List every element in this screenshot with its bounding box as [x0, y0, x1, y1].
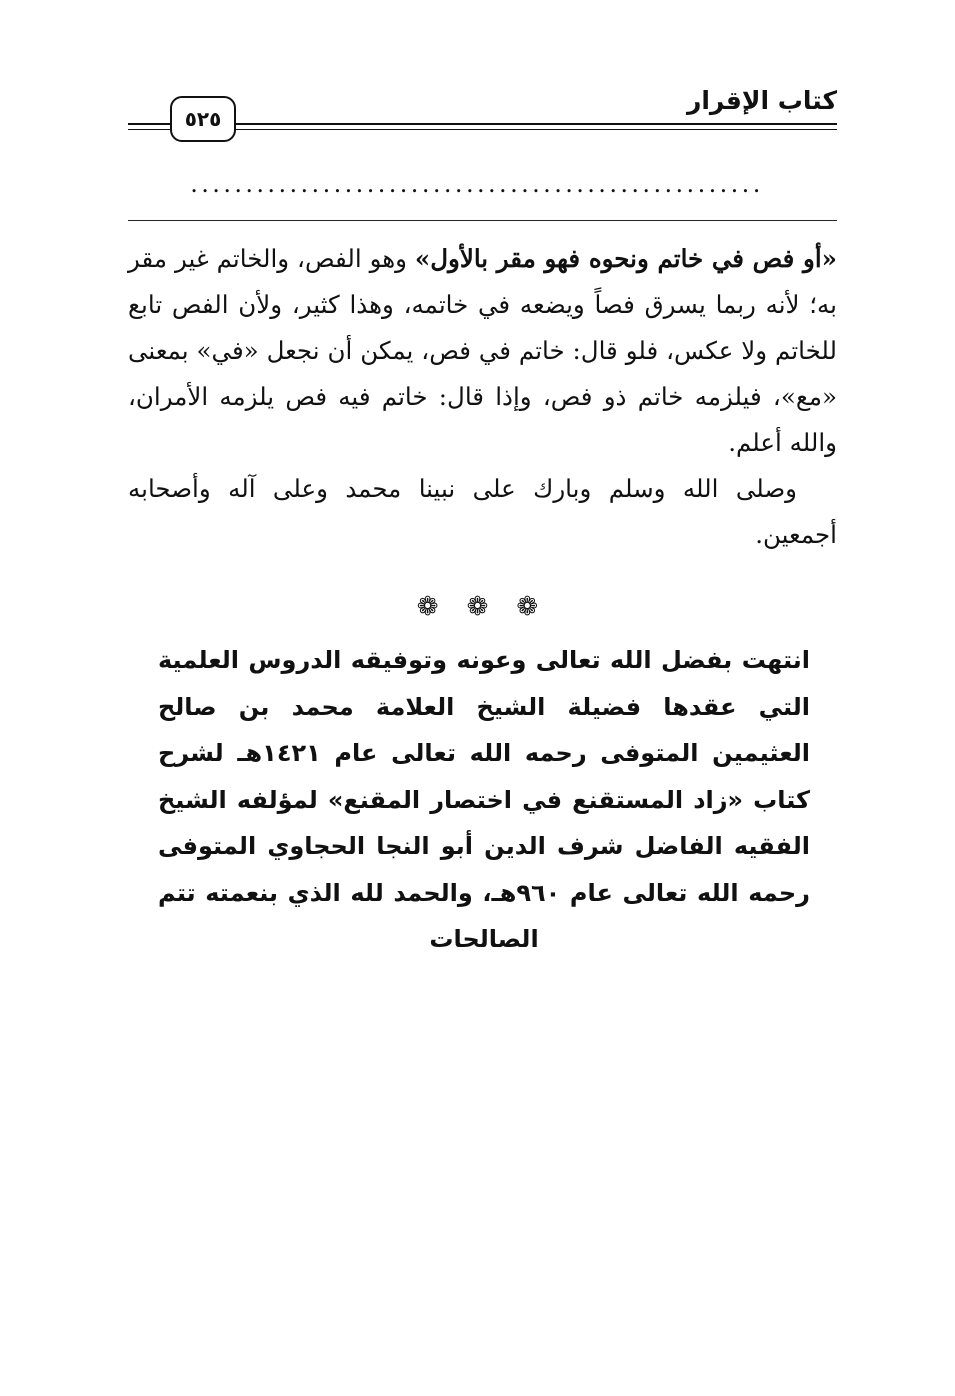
header-short-rule-bottom — [128, 129, 170, 130]
running-header-title: كتاب الإقرار — [686, 86, 837, 115]
paragraph-1 — [128, 236, 837, 466]
flower-ornament-icon: ❁ — [516, 592, 539, 622]
paragraph-2: وصلى الله وسلم وبارك على نبينا محمد وعلى آله وأصحابه أجمعين. — [128, 474, 837, 549]
paragraph-1-text: وهو الفص، والخاتم غير مقر به؛ لأنه ربما يسرق فصاً ويضعه في خاتمه، وهذا كثير، ولأن الفص تابع للخاتم ولا عكس، فلو قال: خاتم في فص، يمكن أن نجعل «في» بمعنى «مع»، فيلزمه خاتم ذو فص، وإذا قال: خاتم فيه فص يلزمه الأمران، والله أعلم. — [128, 244, 837, 457]
header-double-rule-bottom — [232, 129, 837, 130]
colophon-text: انتهت بفضل الله تعالى وعونه وتوفيقه الدروس العلمية التي عقدها فضيلة الشيخ العلامة محمد بن صالح العثيمين المتوفى رحمه الله تعالى عام ١٤٢١هـ لشرح كتاب «زاد المستقنع في اختصار المقنع» لمؤلفه الشيخ الفقيه الفاضل شرف الدين أبو النجا الحجاوي المتوفى رحمه الله تعالى عام ٩٦٠هـ، والحمد لله الذي بنعمته تتم الصالحات — [158, 646, 810, 953]
matn-quote: «أو فص في خاتم ونحوه فهو مقر بالأول» — [414, 244, 837, 273]
flower-ornament-icon: ❁ — [416, 592, 439, 622]
header-short-rule-top — [128, 123, 170, 125]
section-divider — [128, 220, 837, 221]
ornament-divider — [0, 592, 955, 622]
flower-ornament-icon: ❁ — [466, 592, 489, 622]
commentary-text — [128, 236, 837, 558]
header-double-rule-top — [232, 123, 837, 125]
dotted-separator: .................................................... — [190, 172, 764, 196]
page-number: ٥٢٥ — [170, 96, 236, 142]
